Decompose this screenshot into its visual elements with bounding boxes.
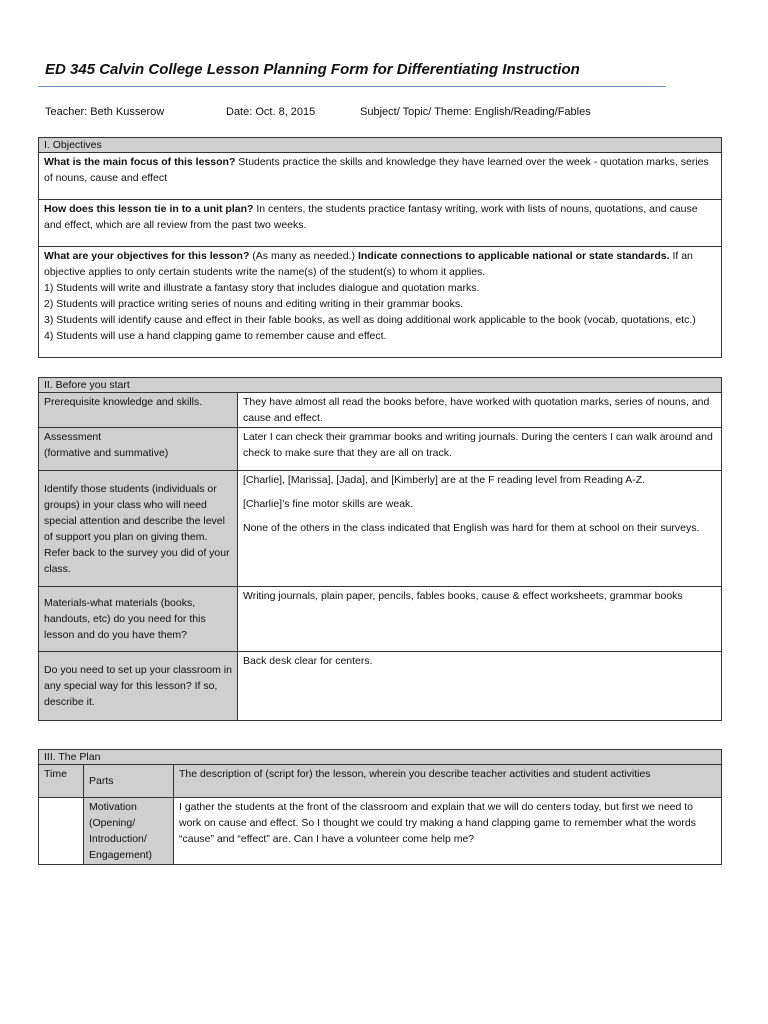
time-column-header: Time [39,765,84,798]
objectives-heading: I. Objectives [39,138,722,153]
plan-table [38,749,722,865]
teacher-field: Teacher: Beth Kusserow [45,106,165,118]
prereq-text: They have almost all read the books before, have worked with quotation marks, series of nouns, and cause and effect. [238,393,722,428]
unit-plan-question: How does this lesson tie in to a unit plan? [44,203,254,215]
before-heading: II. Before you start [39,378,722,393]
special-attention-label: Identify those students (individuals or groups) in your class who will need special attention and describe the level of support you plan on giving them. Refer back to the survey you did of your class. [39,471,238,587]
main-focus-cell [39,153,722,200]
motivation-description: I gather the students at the front of the classroom and explain that we will do centers today, but first we need to work on cause and effect. So I thought we could try making a hand clapping game to remember what the words “cause” and “effect” are. Can I have a volunteer come help me? [174,798,722,865]
main-focus-question: What is the main focus of this lesson? [44,156,236,168]
objective-item: 4) Students will use a hand clapping game to remember cause and effect. [44,330,387,342]
materials-text: Writing journals, plain paper, pencils, fables books, cause & effect worksheets, grammar books [238,587,722,652]
parts-column-header: Parts [84,765,174,798]
assessment-label: Assessment (formative and summative) [39,428,238,471]
objectives-cell [39,247,722,358]
unit-plan-answer: In centers, the students practice fantasy writing, work with lists of nouns, quotations, and cause and effect, which are all review from the past two weeks. [44,203,698,231]
prereq-label: Prerequisite knowledge and skills. [39,393,238,428]
classroom-setup-label: Do you need to set up your classroom in any special way for this lesson? If so, describe it. [39,652,238,721]
subject-field: Subject/ Topic/ Theme: English/Reading/Fables [360,106,591,118]
unit-plan-cell [39,200,722,247]
title-divider [38,86,666,87]
assessment-text: Later I can check their grammar books and writing journals. During the centers I can walk around and check to make sure that they are all on track. [238,428,722,471]
special-attention-text: [Charlie], [Marissa], [Jada], and [Kimberly] are at the F reading level from Reading A-Z. [Charlie]’s fine motor skills are weak. None of the others in the class indicated that English was hard for them at school on their surveys. [238,471,722,587]
document-title: ED 345 Calvin College Lesson Planning Form for Differentiating Instruction [45,61,580,78]
objectives-prompt: What are your objectives for this lesson? (As many as needed.) Indicate connections to applicable national or state standards. If an objective applies to only certain students write the name(s) of the student(s) to whom it applies. [44,250,693,278]
objective-item: 2) Students will practice writing series of nouns and editing writing in their grammar books. [44,298,464,310]
objective-item: 3) Students will identify cause and effect in their fable books, as well as doing additional work applicable to the book (vocab, quotations, etc.) [44,314,696,326]
materials-label: Materials-what materials (books, handouts, etc) do you need for this lesson and do you have them? [39,587,238,652]
time-cell [39,798,84,865]
date-field: Date: Oct. 8, 2015 [226,106,316,118]
description-column-header: The description of (script for) the lesson, wherein you describe teacher activities and student activities [174,765,722,798]
main-focus-answer: Students practice the skills and knowledge they have learned over the week - quotation marks, series of nouns, cause and effect [44,156,709,184]
objectives-table [38,137,722,358]
motivation-part-label: Motivation (Opening/ Introduction/ Engagement) [84,798,174,865]
objective-item: 1) Students will write and illustrate a fantasy story that includes dialogue and quotation marks. [44,282,480,294]
before-you-start-table [38,377,722,721]
plan-heading: III. The Plan [39,750,722,765]
classroom-setup-text: Back desk clear for centers. [238,652,722,721]
